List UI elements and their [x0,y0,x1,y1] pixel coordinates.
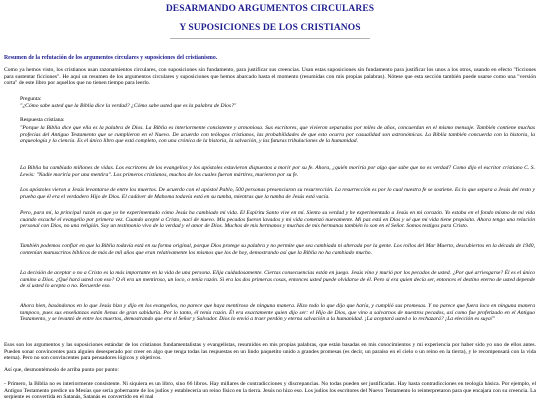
question-text: "¿Cómo sabe usted que la Biblia dice la verdad? ¿Cómo sabe usted que es la palabra de Dios?" [20,103,237,109]
answer-paragraph-4: Pero, para mí, la principal razón es que yo he experimentado cómo Jesús ha cambiado mi vida. El Espíritu Santo vive en mí. Siento su verdad y he experimentado a Jesús en mi corazón. Yo estaba en el fondo mismo de mi vida cuando escuché el evangelio por primera vez. Cuando acepté a Cristo, nací de nuevo. Mis pecados fueron lavados y mi vida comenzó nuevamente. Mi paz está en Dios y sé que mi vida tiene propósito. Ahora tengo una relación personal con Dios, no una religión. Soy un testimonio vivo de la verdad y el amor de Dios. Muchos de mis hermanos y muchas de mis hermanas también lo son en el Señor. Somos testigos para Cristo. [20,210,535,230]
transition-line: Así que, desmontémoslo de arriba punto por punto: [4,367,119,373]
answer-paragraph-1: "Porque la Biblia dice que ella es la palabra de Dios. La Biblia es interiormente consistente y armoniosa. Sus escritores, que vivieron separados por miles de años, concuerdan en el mismo mensaje. También contiene muchas profecías del Antiguo Testamento que se cumplieron en el Nuevo. De acuerdo con teólogos cristianos, las probabilidades de que esto ocurra por casualidad son astronómicas. La Biblia también concuerda con la historia, la arqueología y la ciencia. Es el único libro que está completo, con una crónica de la historia, la salvación, y las futuras tribulaciones de la humanidad. [20,125,535,145]
section-heading: Resumen de la refutación de los argumentos circulares y suposiciones del cristianismo. [4,55,218,61]
answer-paragraph-6: La decisión de aceptar o no a Cristo es la más importante en la vida de una persona. Elija cuidadosamente. Ciertas consecuencias están en juego. Jesús vino y murió por los pecados de usted. ¿Por qué arriesgarse? Él es el único camino a Dios. ¿Qué hará usted con eso? O él era un mentiroso, un loco, o tenía razón. Si era las dos primeras cosas, entonces usted puede olvidarse de él. Pero si era quien decía ser, entonces el destino eterno de usted depende de si usted lo acepta o no. Recuerde eso. [20,270,535,290]
answer-label: Respuesta cristiana: [20,117,65,123]
answer-paragraph-5: También podemos confiar en que la Biblia todavía está en su forma original, porque Dios protege su palabra y no permite que sea cambiada ni alterada por la gente. Los rollos del Mar Muerto, descubiertos en la década de 1940, contenían manuscritos bíblicos de más de mil años que eran relativamente los mismos que los de hoy, demostrando así que la Biblia no ha cambiado mucho. [20,243,535,256]
question-label: Pregunta: [20,96,42,102]
intro-paragraph: Como ya hemos visto, los cristianos usan razonamientos circulares, con suposiciones sin fundamento, para justificar sus creencias. Usan estas suposiciones sin fundamento para justificar los unos a los otros, usando en efecto "ficciones para sustentar ficciones". He aquí un resumen de los argumentos circulares y suposiciones que hemos abarcado hasta el momento (resumidas con mis propias palabras). Nótese que esta sección también puede usarse como una "versión corta" de este libro por aquellos que no tienen tiempo para leerlo. [4,67,536,87]
page-title: DESARMANDO ARGUMENTOS CIRCULARES [165,4,375,14]
title-divider [170,38,370,39]
page-subtitle: Y SUPOSICIONES DE LOS CRISTIANOS [179,23,361,33]
answer-paragraph-3: Los apóstoles vieron a Jesús levantarse de entre los muertos. De acuerdo con el apóstol Pablo, 500 personas presenciaron su resurrección. La resurrección es por lo cual nuestra fe se sostiene. Es lo que separa a Jesús del resto y prueba que él era el verdadero Hijo de Dios. El cadáver de Mahoma todavía está en su tumba, mientras que la tumba de Jesús está vacía. [20,187,535,200]
answer-paragraph-2: La Biblia ha cambiado millones de vidas. Los escritores de los evangelios y los apóstoles estuvieron dispuestos a morir por su fe. Ahora, ¿quién moriría por algo que sabe que no es verdad? Como dijo el escritor cristiano C. S. Lewis: "Nadie moriría por una mentira". Los primeros cristianos, muchos de los cuales fueron mártires, murieron por su fe. [20,165,535,178]
closing-paragraph: Esos son los argumentos y las suposiciones estándar de los cristianos fundamentalistas y evangelistas, resumidos en mis propias palabras, que están basadas en mis conocimientos y mi experiencia por haber sido yo uno de ellos antes. Pueden sonar convincentes para alguien desesperado por creer en algo que tenga todas las respuestas en un lindo paquetito unido a grandes promesas (es decir, un paraíso en el cielo o un reino en la tierra), y le recompensará con la vida eterna). Pero no son convincentes para pensadores lógicos y objetivos. [4,342,536,362]
point-one: - Primero, la Biblia no es interiormente consistente. Ni siquiera es un libro, sino 66 libros. Hay millares de contradicciones y discrepancias. No todas pueden ser justificadas. Hay hasta contradicciones en teología básica. Por ejemplo, el Antiguo Testamento predice un Mesías que sería gobernante de los judíos y establecería un reino físico en la tierra. Jesús no hizo eso. Los judíos los escritores del Nuevo Testamento lo reinterpretaron para que encajara con su creencia. La serpiente es convertida en Satanás, Satanás es convertido en el mal [4,381,536,401]
answer-paragraph-7: Ahora bien, basándonos en lo que Jesús hizo y dijo en los evangelios, no parece que haya mentiroso de ninguna manera. Hizo todo lo que dijo que haría, y cumplió sus promesas. Y no parece que fuera loco en ninguna manera tampoco, pues sus enseñanzas están llenas de gran sabiduría. Por lo tanto, él tenía razón. Él era exactamente quien dijo ser: el Hijo de Dios, que vino a salvarnos de nuestros pecados, así como fue profetizado en el Antiguo Testamento, y se levantó de entre los muertos, demostrando que era el Señor y Salvador. Dios lo envió a traer perdón y eterna salvación a la humanidad. ¡La aceptará usted o lo rechazará? ¡La elección es suya!" [20,303,535,323]
